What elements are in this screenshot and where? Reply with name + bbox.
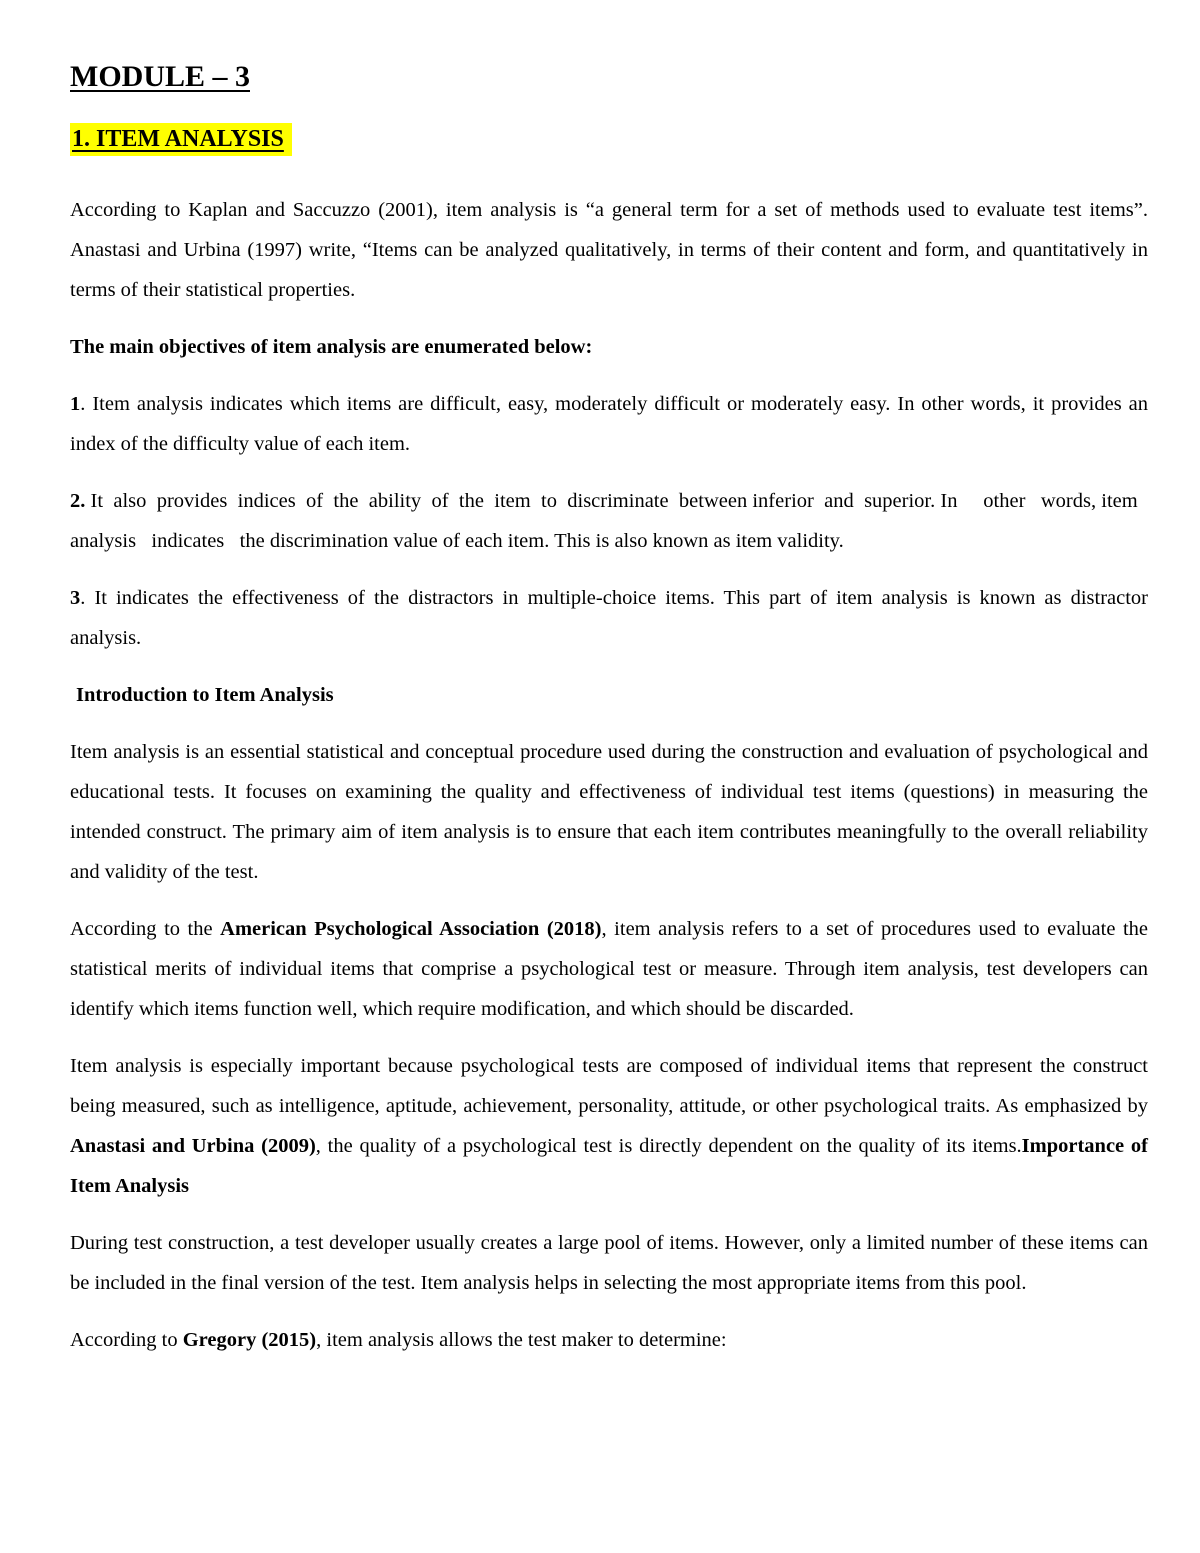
paragraph-objective-2 [70, 481, 1148, 561]
text-run: , the quality of a psychological test is directly dependent on the quality of its items. [315, 1135, 1022, 1157]
bold-text-run: Gregory (2015) [182, 1329, 317, 1351]
bold-text-run: 1 [70, 393, 81, 415]
text-run: . Item analysis indicates which items are difficult, easy, moderately difficult or moderately easy. In other words, it provides an index of the difficulty value of each item. [70, 393, 1148, 455]
text-run: , item analysis refers to a set of procedures used to evaluate the statistical merits of individual items that comprise a psychological test or measure. Through item analysis, test developers can identify which items function well, which require modification, and which should be discarded. [70, 918, 1149, 1020]
paragraph-definition-kaplan [70, 190, 1148, 310]
text-run: , item analysis allows the test maker to determine: [316, 1329, 727, 1351]
bold-text-run: 3 [70, 587, 81, 609]
paragraph-apa-definition [70, 909, 1148, 1029]
text-run: According to Kaplan and Saccuzzo (2001), item analysis is “a general term for a set of methods used to evaluate test items”. Anastasi and Urbina (1997) write, “Items can be analyzed qualitatively, in terms of their content and form, and quantitatively in terms of their statistical properties. [70, 199, 1148, 301]
paragraph-importance [70, 1046, 1148, 1206]
section-heading-highlighted-text: 1. ITEM ANALYSIS [70, 123, 292, 156]
paragraph-objective-3 [70, 578, 1148, 658]
text-run: Item analysis is especially important because psychological tests are composed of individual items that represent the construct being measured, such as intelligence, aptitude, achievement, personality, attitude, or other psychological traits. As emphasized by [70, 1055, 1148, 1117]
bold-text-run: Importance of Item Analysis [70, 1135, 1148, 1197]
text-run: . It indicates the effectiveness of the distractors in multiple-choice items. This part of item analysis is known as distractor analysis. [70, 587, 1148, 649]
text-run: According to the [70, 918, 221, 940]
text-run: It also provides indices of the ability of the item to discriminate between inferior and superior. In other words, item analysis indicates the discrimination value of each item. This is also known as item validity. [70, 490, 1148, 552]
page-title [70, 60, 1148, 94]
text-run: According to [70, 1329, 183, 1351]
paragraph-item-pool [70, 1223, 1148, 1303]
bold-text-run: The main objectives of item analysis are enumerated below: [70, 336, 593, 358]
paragraph-introduction [70, 732, 1148, 892]
bold-text-run: 2. [70, 490, 86, 512]
paragraph-objective-1 [70, 384, 1148, 464]
heading-main-objectives [70, 327, 1148, 367]
bold-text-run: American Psychological Association (2018) [220, 918, 602, 940]
page-title-text: MODULE – 3 [70, 60, 250, 93]
text-run: Item analysis is an essential statistical and conceptual procedure used during the construction and evaluation of psychological and educational tests. It focuses on examining the quality and effectiveness of individual test items (questions) in measuring the intended construct. The primary aim of item analysis is to ensure that each item contributes meaningfully to the overall reliability and validity of the test. [70, 741, 1148, 883]
bold-text-run: Introduction to Item Analysis [76, 684, 334, 706]
text-run: During test construction, a test developer usually creates a large pool of items. However, only a limited number of these items can be included in the final version of the test. Item analysis helps in selecting the most appropriate items from this pool. [70, 1232, 1148, 1294]
paragraph-gregory [70, 1320, 1148, 1360]
bold-text-run: Anastasi and Urbina (2009) [70, 1135, 316, 1157]
heading-introduction-to-item-analysis [70, 675, 1148, 715]
section-heading-item-analysis [70, 124, 1148, 154]
